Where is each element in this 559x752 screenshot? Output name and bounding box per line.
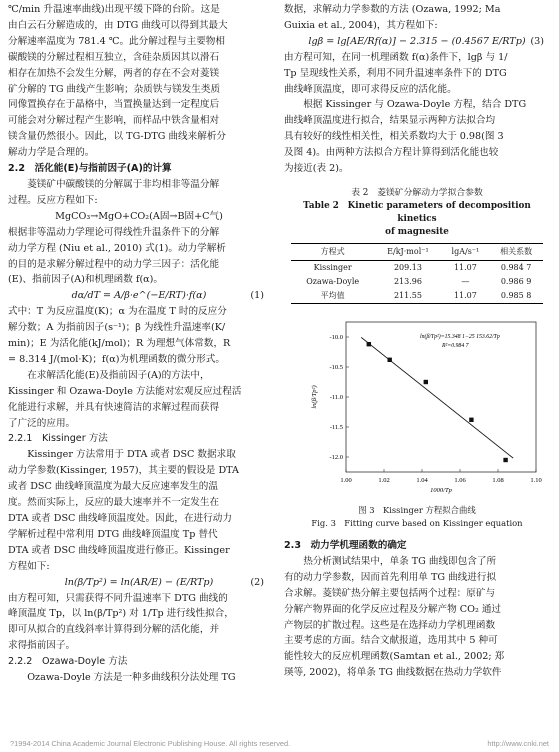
table-cell: Kissinger — [313, 262, 352, 272]
text-line: 或者 DSC 曲线峰顶温度为最大反应速率发生的温 — [8, 481, 218, 493]
y-tick-label: -10.0 — [329, 334, 343, 342]
text-line: 矿分解的 TG 曲线产生影响；杂质铁与镁发生类质 — [8, 83, 221, 95]
text-line: (E)、指前因子(A)和机理函数 f(α)。 — [8, 274, 163, 286]
x-axis-label: 1000/Tp — [430, 486, 452, 494]
cnki-url: http://www.cnki.net — [487, 739, 549, 748]
text-line: 同像置换存在于晶格中，当置换量达到一定程度后 — [8, 99, 220, 111]
figure-3-caption-cn: 图 3 Kissinger 方程拟合曲线 — [358, 504, 476, 515]
x-tick-label: 1.00 — [340, 476, 352, 484]
text-line: 式中：T 为反应温度(K)；α 为在温度 T 时的反应分 — [8, 306, 227, 318]
fit-equation-annotation: ln(β/Tp²)=15.348 1−25 153.62/Tp — [420, 333, 500, 340]
text-line: 学解析过程中常利用 DTG 曲线峰顶温度 Tp 替代 — [8, 528, 218, 540]
table-2 — [291, 243, 543, 304]
text-line: Kissinger 方法常用于 DTA 或者 DSC 数据求取 — [27, 449, 236, 461]
text-line: Kissinger 和 Ozawa-Doyle 方法能对宏观反应过程活 — [8, 385, 242, 397]
text-line: 解分数；A 为指前因子(s⁻¹)；β 为线性升温速率(K/ — [8, 322, 226, 334]
table-cell: 0.984 7 — [500, 262, 532, 272]
text-line: 由方程可知，在同一机理函数 f(α)条件下，lgβ 与 1/ — [284, 51, 508, 63]
text-line: 菱镁矿中碳酸镁的分解属于非均相非等温分解 — [27, 178, 220, 190]
section-heading-2-2: 2.2 活化能(E)与指前因子(A)的计算 — [8, 163, 172, 175]
x-tick-label: 1.06 — [454, 476, 466, 484]
data-point — [469, 418, 473, 422]
table-cell: 211.55 — [374, 289, 441, 304]
text-line: 在求解活化能(E)及指前因子(A)的方法中， — [27, 369, 210, 381]
text-line: min)；E 为活化能(kJ/mol)；R 为理想气体常数，R — [8, 338, 231, 350]
text-line: 峰顶温度 Tp，以 ln(β/Tp²) 对 1/Tp 进行线性拟合， — [8, 608, 234, 620]
text-line: 为接近(表 2)。 — [284, 163, 349, 175]
table-header-cell: E/kJ·mol⁻¹ — [374, 243, 441, 260]
table-cell: 209.13 — [393, 262, 422, 272]
y-tick-label: -10.5 — [329, 364, 343, 372]
text-line: 产物层的扩散过程。这些是在选择动力学机理函数 — [284, 619, 496, 631]
r-squared-annotation: R²=0.984 7 — [442, 342, 469, 349]
kissinger-fit-chart — [298, 314, 548, 504]
section-heading-2-2-2: 2.2.2 Ozawa-Doyle 方法 — [8, 656, 128, 668]
table-2-title-en-2: of magnesite — [385, 226, 449, 237]
text-line: 镁含量仍然很小。因此，以 TG-DTG 曲线来解析分 — [8, 131, 227, 143]
equation-1-number: (1) — [250, 290, 264, 302]
text-line: 瑛等, 2002)，将单条 TG 曲线数据在热动力学软件 — [284, 667, 502, 679]
text-line: 合求解。菱镁矿热分解主要包括两个过程：原矿与 — [284, 587, 496, 599]
table-cell: 平均值 — [291, 289, 374, 304]
table-header-cell: 相关系数 — [489, 243, 543, 260]
text-line: 的目的是求解分解过程中的动力学三因子：活化能 — [8, 258, 220, 270]
figure-3-caption-en: Fig. 3 Fitting curve based on Kissinger equation — [311, 517, 523, 528]
text-line: 动力学参数(Kissinger, 1957)，其主要的假设是 DTA — [8, 465, 239, 477]
equation-3-text: lgβ = lg[AE/Rf(α)] − 2.315 − (0.4567 E/RTp) — [308, 35, 526, 47]
y-tick-label: -11.5 — [329, 424, 343, 432]
equation-3-number: (3) — [530, 35, 544, 47]
data-point — [424, 380, 428, 384]
text-line: = 8.314 J/(mol·K)；f(α)为机理函数的微分形式。 — [8, 353, 225, 365]
table-row — [291, 260, 543, 275]
table-cell: 0.985 8 — [489, 289, 543, 304]
text-line: 方程如下: — [8, 560, 50, 572]
text-line: 动力学方程 (Niu et al., 2010) 式(1)。动力学解析 — [8, 242, 226, 254]
table-cell: Ozawa-Doyle — [306, 276, 360, 286]
text-line: 由白云石分解造成的，由 DTG 曲线可以得到其最大 — [8, 19, 228, 31]
text-line: 由方程可知，只需获得不同升温速率下 DTG 曲线的 — [8, 592, 228, 604]
data-point — [367, 342, 371, 346]
figure-3 — [298, 314, 548, 504]
text-line: 及图 4)。由两种方法拟合方程计算得到活化能也较 — [284, 147, 499, 159]
section-heading-2-3: 2.3 动力学机理函数的确定 — [284, 539, 407, 551]
text-line: 解动力学是合理的。 — [8, 147, 95, 159]
table-header-cell: lgA/s⁻¹ — [442, 243, 490, 260]
copyright-notice: ?1994-2014 China Academic Journal Electronic Publishing House. All rights reserved. — [10, 739, 291, 748]
text-line: 热分析测试结果中，单条 TG 曲线即包含了所 — [303, 555, 497, 567]
text-line: 能性较大的反应机理函数(Samtan et al., 2002; 郑 — [284, 651, 505, 663]
table-header-cell: 方程式 — [291, 243, 374, 260]
text-line: 相存在加热不会发生分解，两者的存在不会对菱镁 — [8, 67, 220, 79]
text-line: 根据非等温动力学理论可得线性升温条件下的分解 — [8, 226, 220, 238]
text-line: DTA 或者 DSC 曲线峰顶温度进行修正。Kissinger — [8, 544, 230, 556]
text-line: Tp 呈现线性关系，利用不同升温速率条件下的 DTG — [284, 67, 507, 79]
table-cell: — — [461, 276, 470, 286]
table-cell: 213.96 — [393, 276, 422, 286]
plot-frame — [346, 322, 536, 472]
x-tick-label: 1.08 — [492, 476, 504, 484]
table-header-row — [291, 243, 543, 260]
table-2-title-cn: 表 2 菱镁矿分解动力学拟合参数 — [351, 187, 483, 198]
equation-1-text: dα/dT = A/β·e^(−E/RT)·f(α) — [71, 290, 207, 302]
text-line: 求得指前因子。 — [8, 640, 76, 652]
section-heading-2-2-1: 2.2.1 Kissinger 方法 — [8, 433, 108, 445]
right-column — [284, 2, 550, 681]
text-line: 主要考虑的方面。结合文献报道，选用其中 5 种可 — [284, 635, 498, 647]
text-line: 过程。反应方程如下: — [8, 194, 98, 206]
text-line: 可能会对分解过程产生影响，而样品中铁含量相对 — [8, 115, 220, 127]
text-line: 曲线峰顶温度进行拟合，结果显示两种方法拟合均 — [284, 115, 496, 127]
equation-2 — [8, 575, 270, 591]
text-line: 根据 Kissinger 与 Ozawa-Doyle 方程，结合 DTG — [303, 99, 527, 111]
text-line: 有的动力学参数，因而首先利用单 TG 曲线进行拟 — [284, 571, 497, 583]
reaction-equation: MgCO₃→MgO+CO₂(A固→B固+C气) — [55, 210, 223, 222]
text-line: 度。然而实际上，反应的最大速率并不一定发生在 — [8, 497, 220, 509]
x-tick-label: 1.10 — [530, 476, 542, 484]
y-tick-label: -12.0 — [329, 454, 343, 462]
text-line: 碳酸镁的分解过程相互独立，含硅杂质因其以滑石 — [8, 51, 220, 63]
equation-1 — [8, 288, 270, 304]
left-column — [8, 2, 270, 686]
text-line: 分解产物界面的化学反应过程及分解产物 CO₂ 通过 — [284, 603, 502, 615]
text-line: 具有较好的线性相关性，相关系数均大于 0.98(图 3 — [284, 131, 504, 143]
text-line: 分解速率温度为 781.4 ℃。此分解过程与主要物相 — [8, 35, 225, 47]
table-cell: 0.986 9 — [500, 276, 532, 286]
y-tick-label: -11.0 — [329, 394, 343, 402]
data-point — [503, 458, 507, 462]
text-line: 了广泛的应用。 — [8, 417, 76, 429]
data-point — [388, 358, 392, 362]
text-line: 化能进行求解，并具有快速简洁的求解过程而获得 — [8, 401, 220, 413]
table-cell: 11.07 — [442, 289, 490, 304]
equation-2-text: ln(β/Tp²) = ln(AR/E) − (E/RTp) — [64, 576, 214, 588]
text-line: 数据，求解动力学参数的方法 (Ozawa, 1992; Ma — [284, 4, 501, 15]
text-line: Ozawa-Doyle 方法是一种多曲线积分法处理 TG — [27, 672, 236, 684]
text-line: 曲线峰顶温度，即可求得反应的活化能。 — [284, 83, 457, 95]
table-body — [291, 260, 543, 303]
table-row — [291, 275, 543, 289]
table-row — [291, 289, 543, 304]
text-line: DTA 或者 DSC 曲线峰顶温度处。因此，在进行动力 — [8, 513, 232, 524]
text-line: 即可从拟合的直线斜率计算得到分解的活化能，并 — [8, 624, 220, 636]
x-tick-label: 1.02 — [378, 476, 390, 484]
x-tick-label: 1.04 — [416, 476, 428, 484]
table-2-title-en-1: Table 2 Kinetic parameters of decomposition kinetics — [303, 200, 531, 224]
y-axis-label: ln(β/Tp²) — [311, 385, 318, 409]
table-cell: 11.07 — [453, 262, 477, 272]
equation-2-number: (2) — [250, 576, 264, 588]
text-line: ℃/min 升温速率曲线)出现平缓下降的台阶。这是 — [8, 4, 220, 15]
equation-3 — [284, 34, 550, 50]
text-line: Guixia et al., 2004)，其方程如下: — [284, 19, 438, 31]
fit-line — [361, 337, 513, 458]
